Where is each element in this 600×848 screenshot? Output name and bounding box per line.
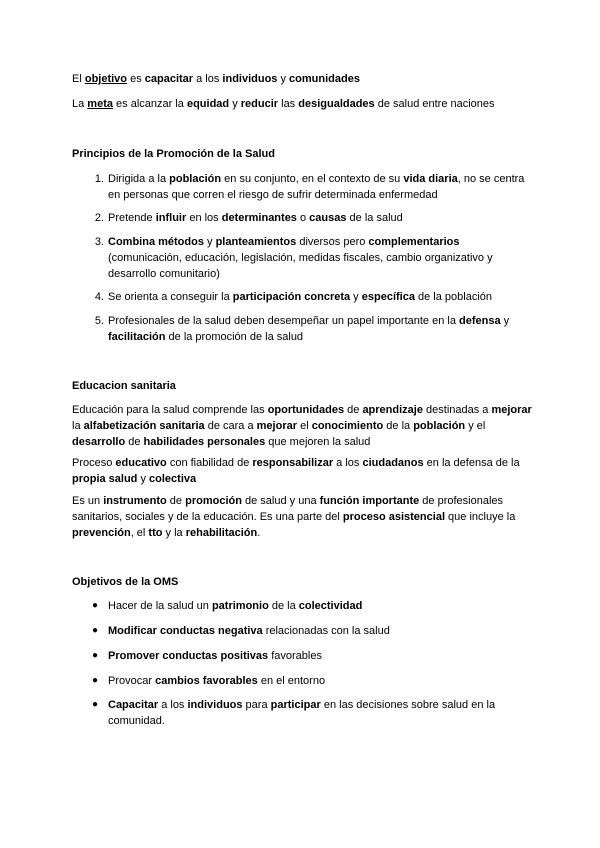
oms-list [72,673,532,689]
bullet-icon: ● [91,699,99,710]
list-item: 5. Profesionales de la salud deben desempeñar un papel importante en la defensa y facilitación de la promoción de la salud [94,315,510,343]
educacion-paragraph-2: Proceso educativo con fiabilidad de responsabilizar a los ciudadanos en la defensa de la propia salud y colectiva [72,457,520,485]
bullet-icon: ● [91,650,99,661]
heading-oms: Objetivos de la OMS [72,576,179,588]
oms-list [72,648,532,664]
principios-list [72,210,532,226]
principios-list [72,234,532,282]
bullet-icon: ● [91,675,99,686]
list-item: 2. Pretende influir en los determinantes o causas de la salud [94,212,403,224]
principios-list [72,171,532,203]
educacion-paragraph-3: Es un instrumento de promoción de salud y una función importante de profesionales sanitarios, sociales y de la educación. Es una parte del proceso asistencial que incluye la prevención, el tto y la rehabilitación. [72,495,516,539]
heading-principios: Principios de la Promoción de la Salud [72,148,275,160]
list-item: 4. Se orienta a conseguir la participación concreta y específica de la población [94,291,493,303]
intro-goal: La meta es alcanzar la equidad y reducir las desigualdades de salud entre naciones [72,98,495,110]
list-item: ● Hacer de la salud un patrimonio de la colectividad [91,600,363,612]
bullet-icon: ● [91,625,99,636]
principios-list [72,313,532,345]
list-item: 3. Combina métodos y planteamientos diversos pero complementarios (comunicación, educación, legislación, medidas fiscales, cambio organizativo y desarrollo comunitario) [94,236,493,280]
bullet-icon: ● [91,600,99,611]
educacion-paragraph-1: Educación para la salud comprende las oportunidades de aprendizaje destinadas a mejorar la alfabetización sanitaria de cara a mejorar el conocimiento de la población y el desarrollo de habilidades personales que mejoren la salud [72,404,532,448]
list-item: 1. Dirigida a la población en su conjunto, en el contexto de su vida diaria, no se centra en personas que corren el riesgo de sufrir determinada enfermedad [94,173,525,201]
oms-list [72,623,532,639]
keyword-objetivo: objetivo [84,73,128,85]
list-item: ● Capacitar a los individuos para participar en las decisiones sobre salud en la comunidad. [91,699,496,727]
principios-list [72,289,532,305]
oms-list [72,697,532,729]
list-item: ● Promover conductas positivas favorables [91,650,322,662]
keyword-meta: meta [87,98,113,110]
oms-list [72,598,532,614]
intro-objective: El objetivo es capacitar a los individuos y comunidades [72,73,360,85]
heading-educacion: Educacion sanitaria [72,380,176,392]
list-item: ● Provocar cambios favorables en el entorno [91,675,326,687]
list-item: ● Modificar conductas negativa relacionadas con la salud [91,625,390,637]
